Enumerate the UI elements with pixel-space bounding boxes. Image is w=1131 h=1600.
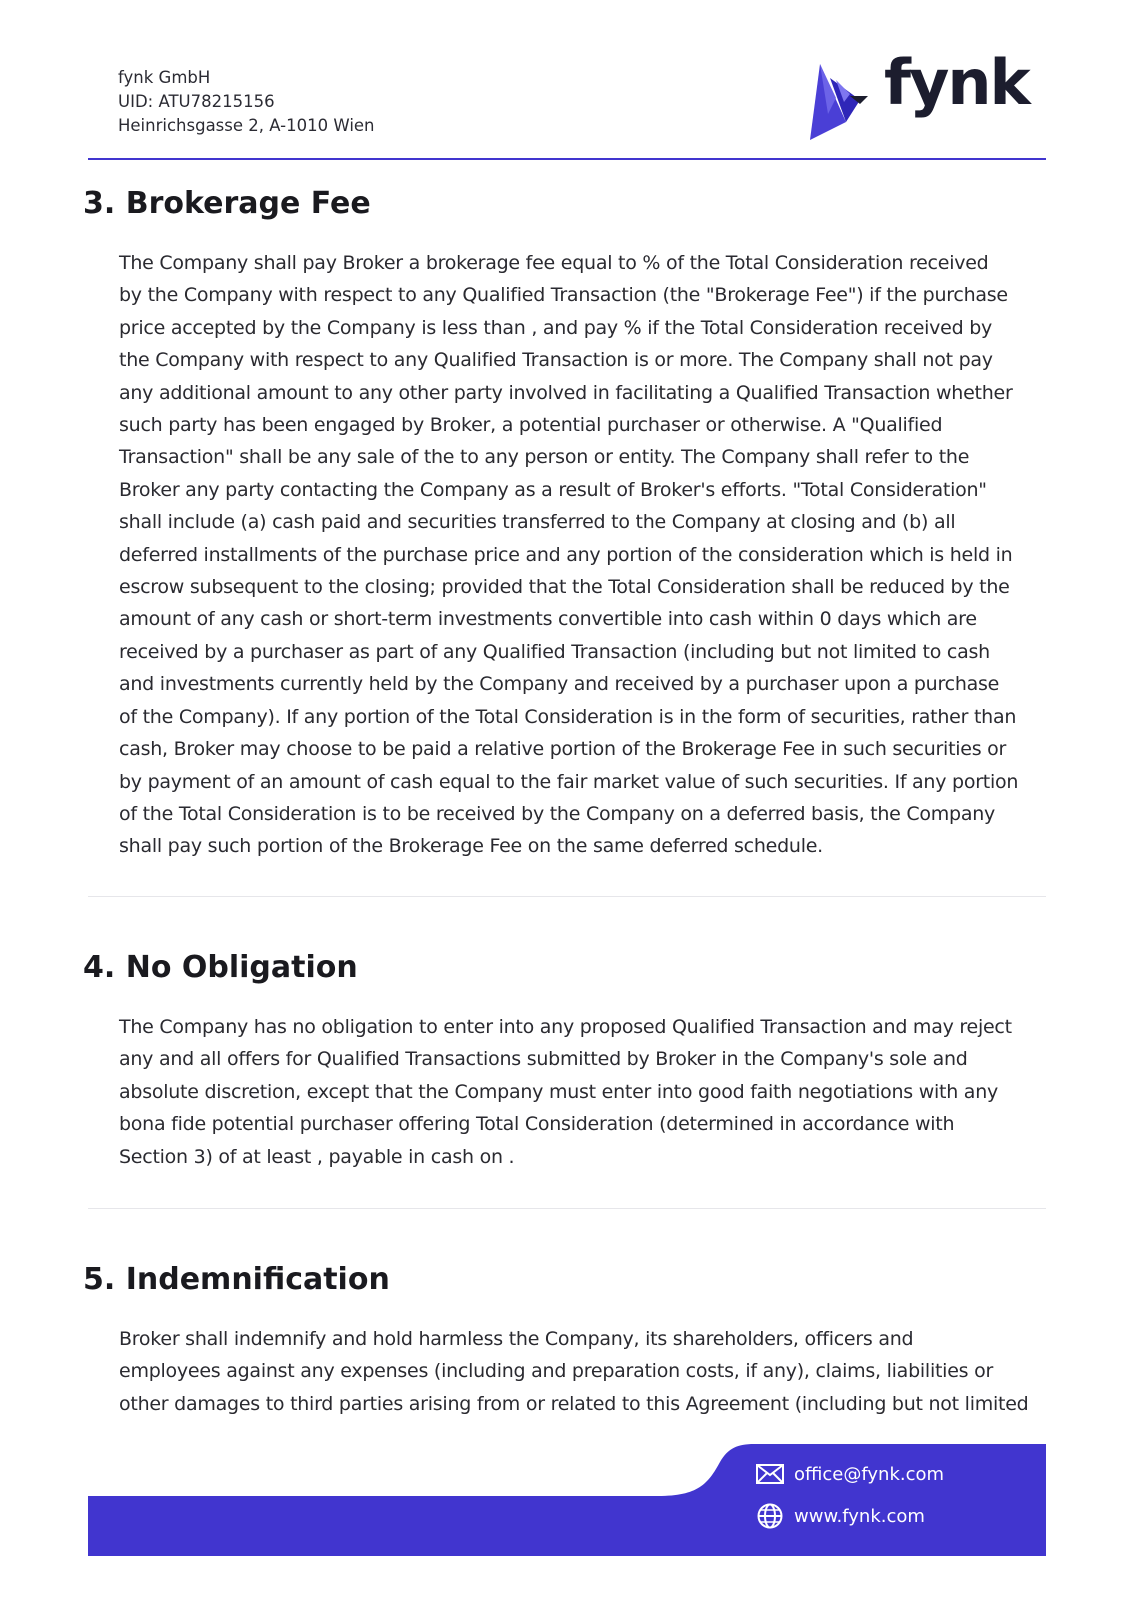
bird-logo-icon <box>806 62 886 144</box>
text-line: such party has been engaged by Broker, a potential purchaser or otherwise. A "Qualified <box>119 414 943 437</box>
globe-icon <box>756 1504 784 1528</box>
email-link[interactable]: office@fynk.com <box>794 1463 945 1485</box>
text-line: employees against any expenses (including and preparation costs, if any), claims, liabilities or <box>119 1360 994 1383</box>
company-name: fynk GmbH <box>118 68 211 87</box>
text-line: any additional amount to any other party involved in facilitating a Qualified Transaction whether <box>119 381 1013 404</box>
text-line: bona fide potential purchaser offering Total Consideration (determined in accordance with <box>119 1113 955 1136</box>
logo-wordmark: fynk <box>884 46 1029 119</box>
text-line: Section 3) of at least , payable in cash on . <box>119 1145 515 1168</box>
website-link[interactable]: www.fynk.com <box>794 1505 925 1527</box>
text-line: any and all offers for Qualified Transactions submitted by Broker in the Company's sole and <box>119 1048 968 1071</box>
text-line: and investments currently held by the Company and received by a purchaser upon a purchase <box>119 673 1000 696</box>
footer-email[interactable] <box>756 1462 944 1486</box>
text-line: of the Company). If any portion of the Total Consideration is in the form of securities, rather than <box>119 705 1017 728</box>
footer-contact-bar <box>88 1444 1046 1556</box>
fynk-logo <box>806 46 1029 144</box>
header-divider <box>88 158 1046 160</box>
company-address: Heinrichsgasse 2, A-1010 Wien <box>118 116 375 135</box>
text-line: of the Total Consideration is to be received by the Company on a deferred basis, the Company <box>119 802 996 825</box>
section-body <box>119 1323 1049 1420</box>
text-line: escrow subsequent to the closing; provided that the Total Consideration shall be reduced by the <box>119 576 1010 599</box>
text-line: shall include (a) cash paid and securities transferred to the Company at closing and (b) all <box>119 511 956 534</box>
text-line: received by a purchaser as part of any Qualified Transaction (including but not limited to cash <box>119 640 990 663</box>
text-line: other damages to third parties arising from or related to this Agreement (including but not limited <box>119 1392 1029 1415</box>
text-line: price accepted by the Company is less than , and pay % if the Total Consideration received by <box>119 316 993 339</box>
text-line: Transaction" shall be any sale of the to any person or entity. The Company shall refer to the <box>119 446 970 469</box>
text-line: deferred installments of the purchase price and any portion of the consideration which is held in <box>119 543 1013 566</box>
footer-background-shape <box>88 1444 1046 1556</box>
envelope-icon <box>756 1462 784 1486</box>
text-line: the Company with respect to any Qualified Transaction is or more. The Company shall not pay <box>119 349 993 372</box>
section-divider <box>88 896 1046 897</box>
text-line: The Company shall pay Broker a brokerage fee equal to % of the Total Consideration received <box>119 252 989 274</box>
text-line: absolute discretion, except that the Company must enter into good faith negotiations with any <box>119 1080 998 1103</box>
text-line: Broker any party contacting the Company as a result of Broker's efforts. "Total Consideration" <box>119 478 987 501</box>
company-info <box>118 66 375 138</box>
section-body <box>119 247 1049 863</box>
section-title: 5. Indemnification <box>83 1262 390 1297</box>
section-body <box>119 1011 1049 1173</box>
text-line: amount of any cash or short-term investments convertible into cash within 0 days which are <box>119 608 977 631</box>
company-uid: UID: ATU78215156 <box>118 92 275 111</box>
text-line: Broker shall indemnify and hold harmless the Company, its shareholders, officers and <box>119 1328 914 1350</box>
text-line: by payment of an amount of cash equal to the fair market value of such securities. If any portion <box>119 770 1019 793</box>
text-line: The Company has no obligation to enter into any proposed Qualified Transaction and may reject <box>119 1016 1012 1038</box>
section-title: 4. No Obligation <box>83 950 358 985</box>
section-divider <box>88 1208 1046 1209</box>
text-line: cash, Broker may choose to be paid a relative portion of the Brokerage Fee in such securities or <box>119 738 1007 761</box>
footer-website[interactable] <box>756 1504 925 1528</box>
section-title: 3. Brokerage Fee <box>83 186 371 221</box>
text-line: by the Company with respect to any Qualified Transaction (the "Brokerage Fee") if the purchase <box>119 284 1008 307</box>
text-line: shall pay such portion of the Brokerage Fee on the same deferred schedule. <box>119 835 823 858</box>
